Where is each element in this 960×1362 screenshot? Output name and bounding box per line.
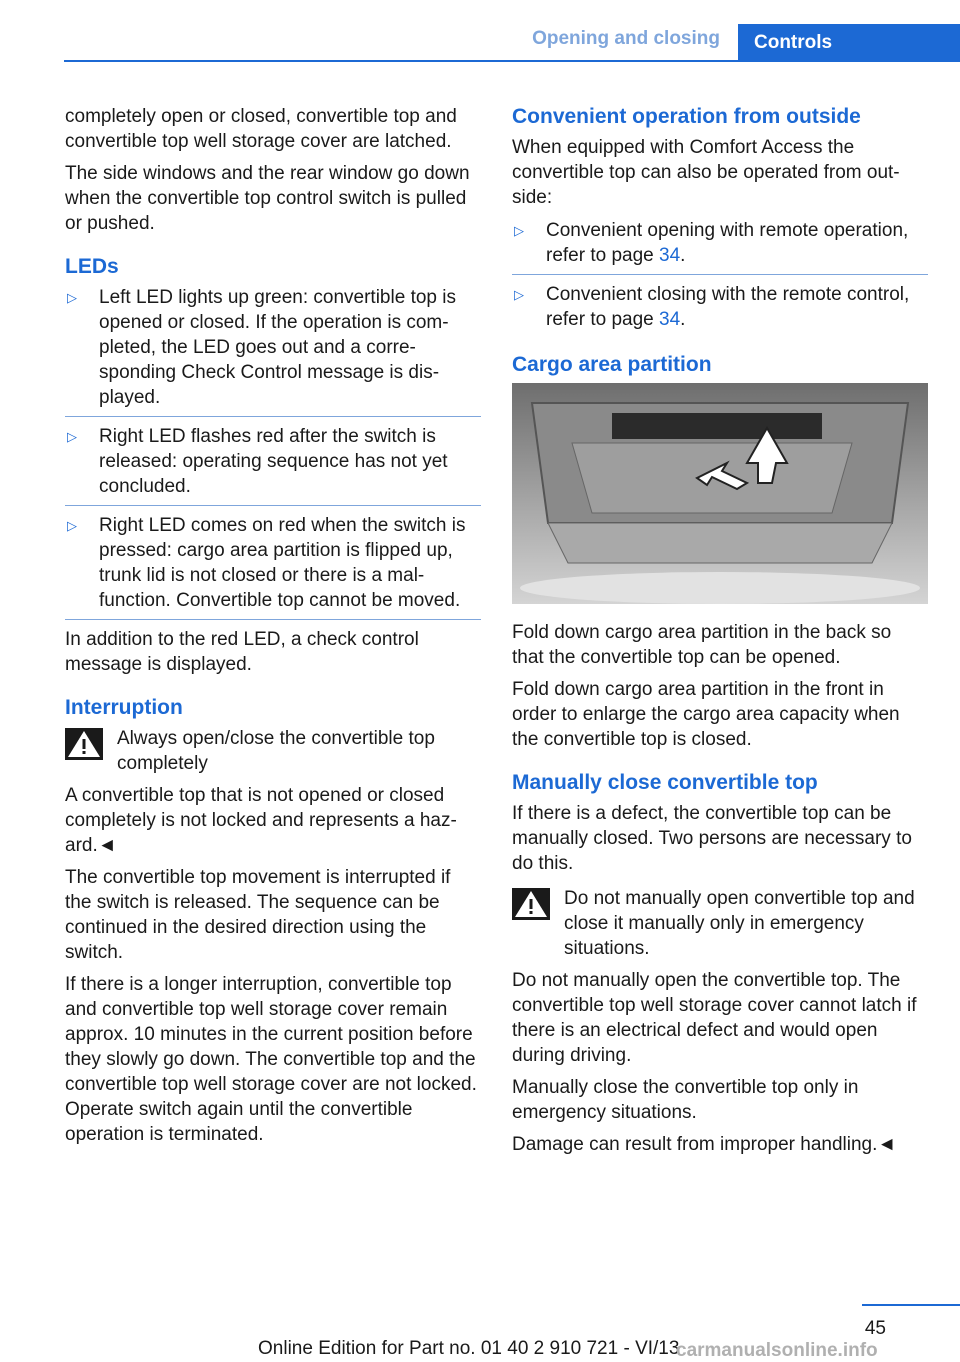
triangle-bullet-icon: ▷: [67, 290, 77, 305]
manual-intro: If there is a defect, the convertible top can be manually closed. Two persons are necessary to do this.: [512, 803, 912, 874]
left-column: [65, 104, 481, 1154]
outside-list: [512, 218, 928, 338]
triangle-bullet-icon: ▷: [514, 287, 524, 302]
list-item-text: Right LED comes on red when the switch is pressed: cargo area partition is flipped up, trunk lid is not closed or there is a malfunction. Convertible top cannot be moved.: [99, 515, 466, 611]
right-column: [512, 104, 928, 1164]
triangle-bullet-icon: ▷: [514, 223, 524, 238]
cargo-paragraph-1: Fold down cargo area partition in the back so that the convertible top can be opened.: [512, 622, 892, 668]
watermark-text: carmanualsonline.info: [676, 1340, 878, 1361]
cargo-partition-photo: [512, 383, 928, 604]
longer-interruption-paragraph: If there is a longer interruption, convertible top and convertible top well storage cover remain approx. 10 minutes in the current position before they slowly go down. The convertible top and the convertible top well storage cover are not locked. Operate switch again until the convertible operation is terminated.: [65, 974, 477, 1145]
triangle-bullet-icon: ▷: [67, 518, 77, 533]
interruption-heading: Interruption: [65, 696, 183, 719]
header-section-title: Opening and closing: [532, 28, 720, 49]
list-item-end: .: [680, 309, 686, 330]
manual-paragraph-3: Damage can result from improper handling.◄: [512, 1134, 897, 1155]
triangle-bullet-icon: ▷: [67, 429, 77, 444]
page-number: 45: [864, 1318, 886, 1339]
list-item: [65, 513, 481, 620]
header-rule: [64, 60, 960, 62]
warning-icon: [65, 728, 103, 760]
list-item: [65, 424, 481, 506]
page-link[interactable]: 34: [659, 245, 681, 266]
intro-paragraph-1: completely open or closed, convertible top and convertible top well storage cover are latched.: [65, 106, 457, 152]
list-item: [512, 218, 928, 275]
list-item: [512, 282, 928, 338]
list-item-end: .: [680, 245, 686, 266]
header-tab-controls: Controls: [738, 24, 960, 62]
footer-rule: [862, 1304, 960, 1306]
page-link[interactable]: 34: [659, 309, 681, 330]
list-item-text: Convenient closing with the remote control, refer to page: [546, 284, 910, 330]
list-item-text: Left LED lights up green: convertible top is opened or closed. If the operation is completed, the LED goes out and a corresponding Check Control message is displayed.: [99, 287, 456, 408]
cargo-paragraph-2: Fold down cargo area partition in the front in order to enlarge the cargo area capacity when the convertible top is closed.: [512, 679, 900, 750]
warning-title: Always open/close the convertible top completely: [117, 728, 435, 774]
warning-block: [512, 886, 928, 961]
outside-intro: When equipped with Comfort Access the convertible top can also be operated from outside:: [512, 137, 900, 208]
list-item: [65, 285, 481, 417]
leds-after-paragraph: In addition to the red LED, a check control message is displayed.: [65, 629, 419, 675]
warning-block: [65, 726, 481, 776]
warning-body: A convertible top that is not opened or closed completely is not locked and represents a hazard.◄: [65, 785, 457, 856]
list-item-text: Convenient opening with remote operation, refer to page: [546, 220, 909, 266]
cargo-heading: Cargo area partition: [512, 353, 712, 376]
leds-heading: LEDs: [65, 255, 119, 278]
edition-text: Online Edition for Part no. 01 40 2 910 721 - VI/13: [258, 1338, 680, 1359]
manual-heading: Manually close convertible top: [512, 771, 818, 794]
manual-warning-text: Do not manually open convertible top and close it manually only in emergency situations.: [564, 888, 915, 959]
manual-paragraph-2: Manually close the convertible top only in emergency situations.: [512, 1077, 859, 1123]
warning-icon: [512, 888, 550, 920]
list-item-text: Right LED flashes red after the switch is released: operating sequence has not yet concluded.: [99, 426, 448, 497]
interrupted-paragraph: The convertible top movement is interrupted if the switch is released. The sequence can be continued in the desired direction using the switch.: [65, 867, 451, 963]
manual-paragraph-1: Do not manually open the convertible top. The convertible top well storage cover cannot latch if there is an electrical defect and would open during driving.: [512, 970, 917, 1066]
outside-heading: Convenient operation from outside: [512, 105, 861, 128]
leds-list: [65, 285, 481, 620]
intro-paragraph-2: The side windows and the rear window go down when the convertible top control switch is pulled or pushed.: [65, 163, 470, 234]
